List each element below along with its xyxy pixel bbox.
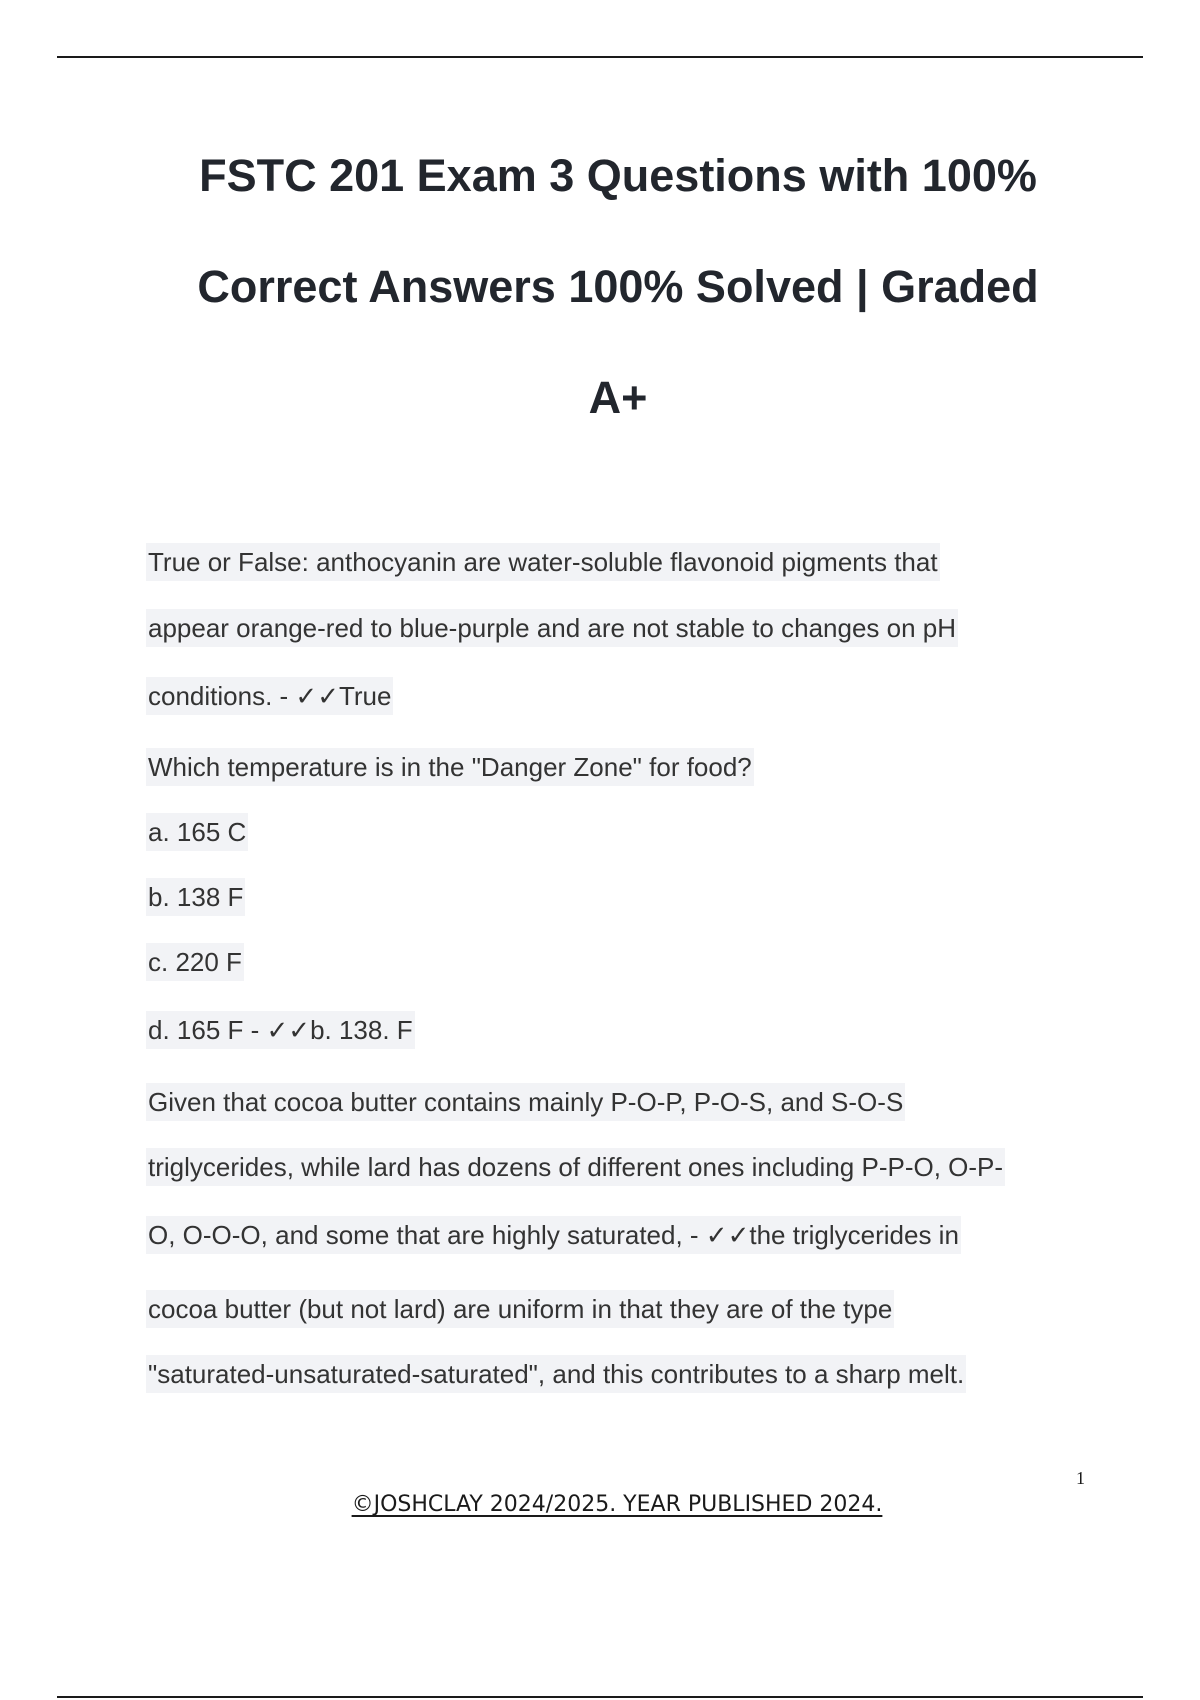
text-line: d. 165 F - ✓✓b. 138. F xyxy=(146,1011,415,1049)
text-line: triglycerides, while lard has dozens of different ones including P-P-O, O-P- xyxy=(146,1148,1005,1186)
text-line: conditions. - ✓✓True xyxy=(146,677,393,715)
top-rule xyxy=(57,56,1143,58)
bottom-rule xyxy=(57,1696,1143,1698)
text-line: O, O-O-O, and some that are highly saturated, - ✓✓the triglycerides in xyxy=(146,1216,961,1254)
footer xyxy=(0,1492,1200,1517)
title-line-2: Correct Answers 100% Solved | Graded xyxy=(197,261,1039,312)
text-line: Which temperature is in the "Danger Zone" for food? xyxy=(146,748,754,786)
page-number: 1 xyxy=(1076,1468,1085,1488)
document-title xyxy=(150,120,1086,453)
title-line-3: A+ xyxy=(588,372,648,423)
title-line-1: FSTC 201 Exam 3 Questions with 100% xyxy=(199,150,1037,201)
text-line: "saturated-unsaturated-saturated", and this contributes to a sharp melt. xyxy=(146,1355,966,1393)
text-line: Given that cocoa butter contains mainly P-O-P, P-O-S, and S-O-S xyxy=(146,1083,905,1121)
text-line: c. 220 F xyxy=(146,943,244,981)
text-line: cocoa butter (but not lard) are uniform in that they are of the type xyxy=(146,1290,894,1328)
text-line: a. 165 C xyxy=(146,813,248,851)
text-line: appear orange-red to blue-purple and are not stable to changes on pH xyxy=(146,609,958,647)
text-line: True or False: anthocyanin are water-soluble flavonoid pigments that xyxy=(146,543,940,581)
footer-copyright: ©JOSHCLAY 2024/2025. YEAR PUBLISHED 2024. xyxy=(351,1492,883,1517)
text-line: b. 138 F xyxy=(146,878,245,916)
